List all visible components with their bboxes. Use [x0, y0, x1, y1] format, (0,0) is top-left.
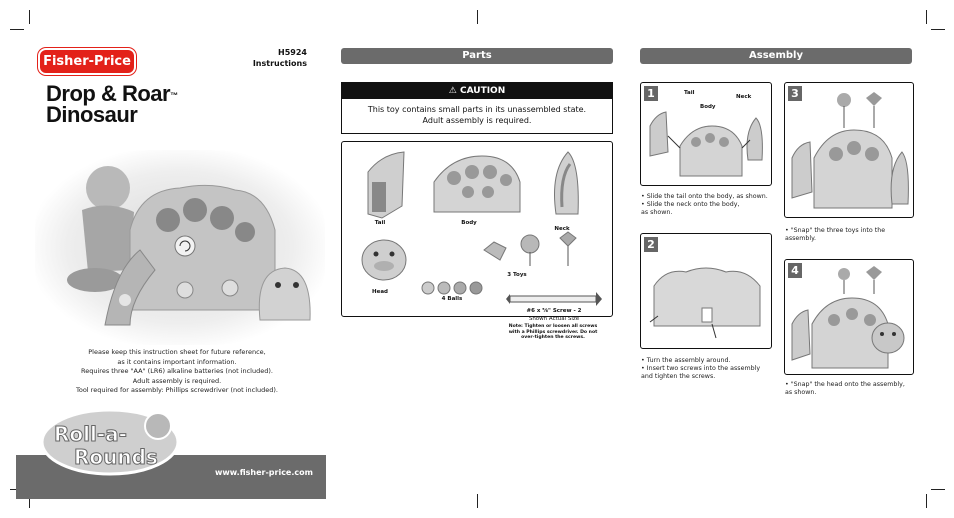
- step-number: 2: [644, 237, 658, 252]
- step-3-illustration: [788, 88, 912, 216]
- part-label-neck: Neck: [554, 226, 570, 232]
- step-1-instructions: [641, 193, 781, 217]
- assembly-heading: Assembly: [640, 48, 912, 64]
- part-label-tail: Tail: [374, 220, 386, 226]
- info-line: Adult assembly is required.: [132, 376, 222, 385]
- caution-header: [342, 83, 612, 99]
- step-2-instructions: [641, 357, 781, 381]
- screw-size: Shown Actual Size: [528, 316, 580, 322]
- info-line: Please keep this instruction sheet for future reference,: [88, 348, 266, 356]
- screw-label: #6 x ⁵⁄₈" Screw - 2: [526, 308, 582, 314]
- crop-mark: [931, 29, 945, 30]
- hero-illustration: [60, 160, 320, 340]
- step-note: • Slide the neck onto the body,: [641, 201, 740, 208]
- step-number: 1: [644, 86, 658, 101]
- brand-logo: Fisher-Price: [40, 50, 134, 73]
- caution-line: This toy contains small parts in its unassembled state.: [367, 105, 587, 114]
- step-note: • Insert two screws into the assembly: [641, 365, 761, 372]
- svg-text:Roll-a-: Roll-a-: [54, 422, 127, 446]
- crop-mark: [10, 29, 24, 30]
- step-3-instructions: [785, 227, 915, 243]
- crop-mark: [926, 494, 927, 508]
- roll-a-rounds-logo: [40, 408, 180, 476]
- crop-mark: [477, 10, 478, 24]
- warning-icon: ⚠: [448, 86, 457, 96]
- part-label-body: Body: [461, 220, 477, 226]
- crop-mark: [477, 494, 478, 508]
- website-url[interactable]: www.fisher-price.com: [215, 468, 313, 477]
- caution-box: [341, 82, 613, 134]
- part-label-toys: 3 Toys: [507, 272, 527, 278]
- step-4-instructions: [785, 381, 915, 397]
- info-line: as it contains important information.: [117, 357, 237, 366]
- model-number: H5924: [278, 48, 307, 57]
- caution-title: CAUTION: [459, 86, 506, 96]
- part-label-balls: 4 Balls: [441, 296, 463, 302]
- crop-mark: [29, 10, 30, 24]
- trademark: ™: [170, 91, 178, 100]
- step-note: assembly.: [785, 235, 817, 242]
- crop-mark: [926, 10, 927, 24]
- part-label-head: Head: [372, 289, 388, 295]
- svg-text:Rounds: Rounds: [74, 445, 158, 469]
- title-line2: Dinosaur: [46, 102, 138, 127]
- step-1-label-neck: Neck: [736, 94, 752, 100]
- step-1-label-tail: Tail: [684, 90, 695, 96]
- caution-text: [342, 99, 612, 126]
- parts-heading: Parts: [341, 48, 613, 64]
- step-1-label-body: Body: [700, 104, 716, 110]
- step-number: 3: [788, 86, 802, 101]
- cover-info: [40, 348, 314, 396]
- info-line: Tool required for assembly: Phillips screwdriver (not included).: [75, 386, 278, 394]
- step-2-illustration: [646, 256, 768, 344]
- caution-line: Adult assembly is required.: [422, 116, 532, 125]
- info-line: Requires three "AA" (LR6) alkaline batteries (not included).: [81, 367, 273, 375]
- step-number: 4: [788, 263, 802, 278]
- step-4-illustration: [788, 264, 912, 372]
- instructions-label: Instructions: [252, 59, 307, 68]
- step-note: • Slide the tail onto the body, as shown.: [641, 193, 768, 200]
- step-note: • "Snap" the head onto the assembly,: [785, 381, 905, 388]
- step-note: • Turn the assembly around.: [641, 357, 731, 364]
- step-note: • "Snap" the three toys into the: [785, 227, 886, 234]
- screw-note: Note: Tighten or loosen all screws with a Phillips screwdriver. Do not over-tighten the screws.: [508, 324, 598, 340]
- crop-mark: [931, 489, 945, 490]
- product-title: [46, 83, 178, 125]
- step-note: as shown.: [785, 389, 817, 396]
- step-note: as shown.: [641, 209, 673, 216]
- model-block: [235, 47, 307, 69]
- step-note: and tighten the screws.: [641, 373, 716, 380]
- title-line1: Drop & Roar: [46, 81, 171, 106]
